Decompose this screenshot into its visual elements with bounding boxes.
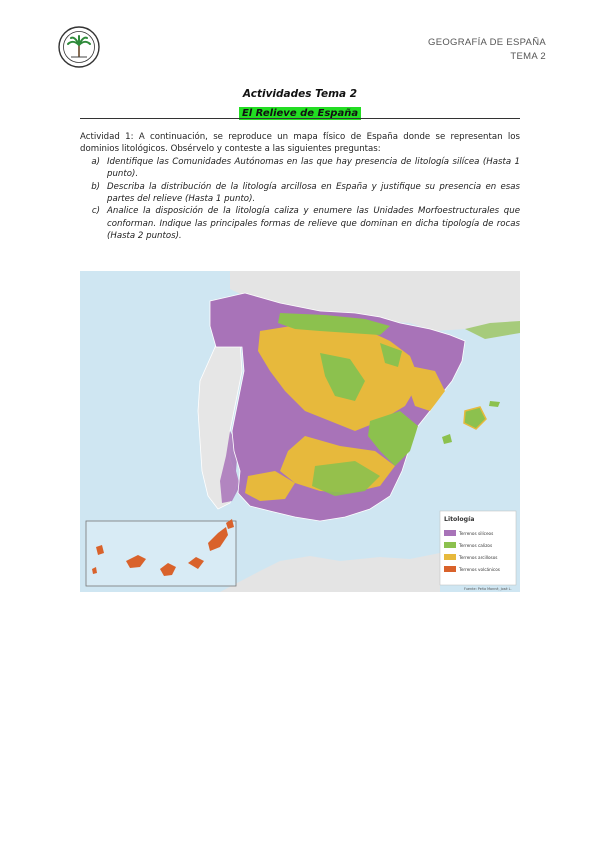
title-divider	[80, 118, 520, 119]
legend-label-clay: Terrenos arcillosos	[459, 555, 498, 560]
legend-swatch-limestone	[444, 542, 456, 548]
legend-swatch-clay	[444, 554, 456, 560]
unit-label: TEMA 2	[510, 51, 546, 62]
legend-label-limestone: Terrenos calizos	[459, 543, 493, 548]
legend-swatch-volcanic	[444, 566, 456, 572]
question-marker: c)	[91, 206, 100, 217]
page-title: Actividades Tema 2	[242, 88, 358, 100]
question-marker: b)	[91, 181, 100, 192]
page-subtitle: El Relieve de España	[239, 107, 361, 120]
map-legend	[440, 511, 516, 585]
balearic-menorca	[489, 401, 500, 407]
question-item	[80, 181, 520, 206]
question-text: Describa la distribución de la litología arcillosa en España y justifique su presencia en esas partes del relieve (Hasta 1 punto).	[107, 181, 520, 205]
title-block	[80, 87, 520, 120]
question-text: Analice la disposición de la litología caliza y enumere las Unidades Morfoestructurales que conforman. Indique las principales formas de relieve que dominan en dicha tipología de rocas (Hasta 2 puntos).	[107, 206, 520, 242]
legend-label-volcanic: Terrenos volcánicos	[459, 567, 500, 572]
lithology-map	[80, 271, 520, 592]
subject-label: GEOGRAFÍA DE ESPAÑA	[428, 37, 546, 48]
page-header	[428, 36, 546, 64]
legend-swatch-silicon	[444, 530, 456, 536]
question-marker: a)	[91, 156, 100, 167]
legend-label-silicon: Terrenos silíceos	[459, 531, 494, 536]
map-source: Fuente: Peña Monné, José L.	[464, 587, 512, 591]
canary-inset	[86, 521, 236, 586]
question-item	[80, 156, 520, 181]
school-logo	[58, 26, 100, 68]
question-text: Identifique las Comunidades Autónomas en las que hay presencia de litología silícea (Hasta 1 punto).	[107, 156, 520, 180]
question-list	[80, 156, 520, 243]
activity-intro: Actividad 1: A continuación, se reproduce un mapa físico de España donde se representan los dominios litológicos. Obsérvelo y conteste a las siguientes preguntas:	[80, 132, 520, 155]
question-item	[80, 205, 520, 242]
activity-text	[80, 131, 520, 243]
legend-title: Litología	[444, 516, 475, 523]
